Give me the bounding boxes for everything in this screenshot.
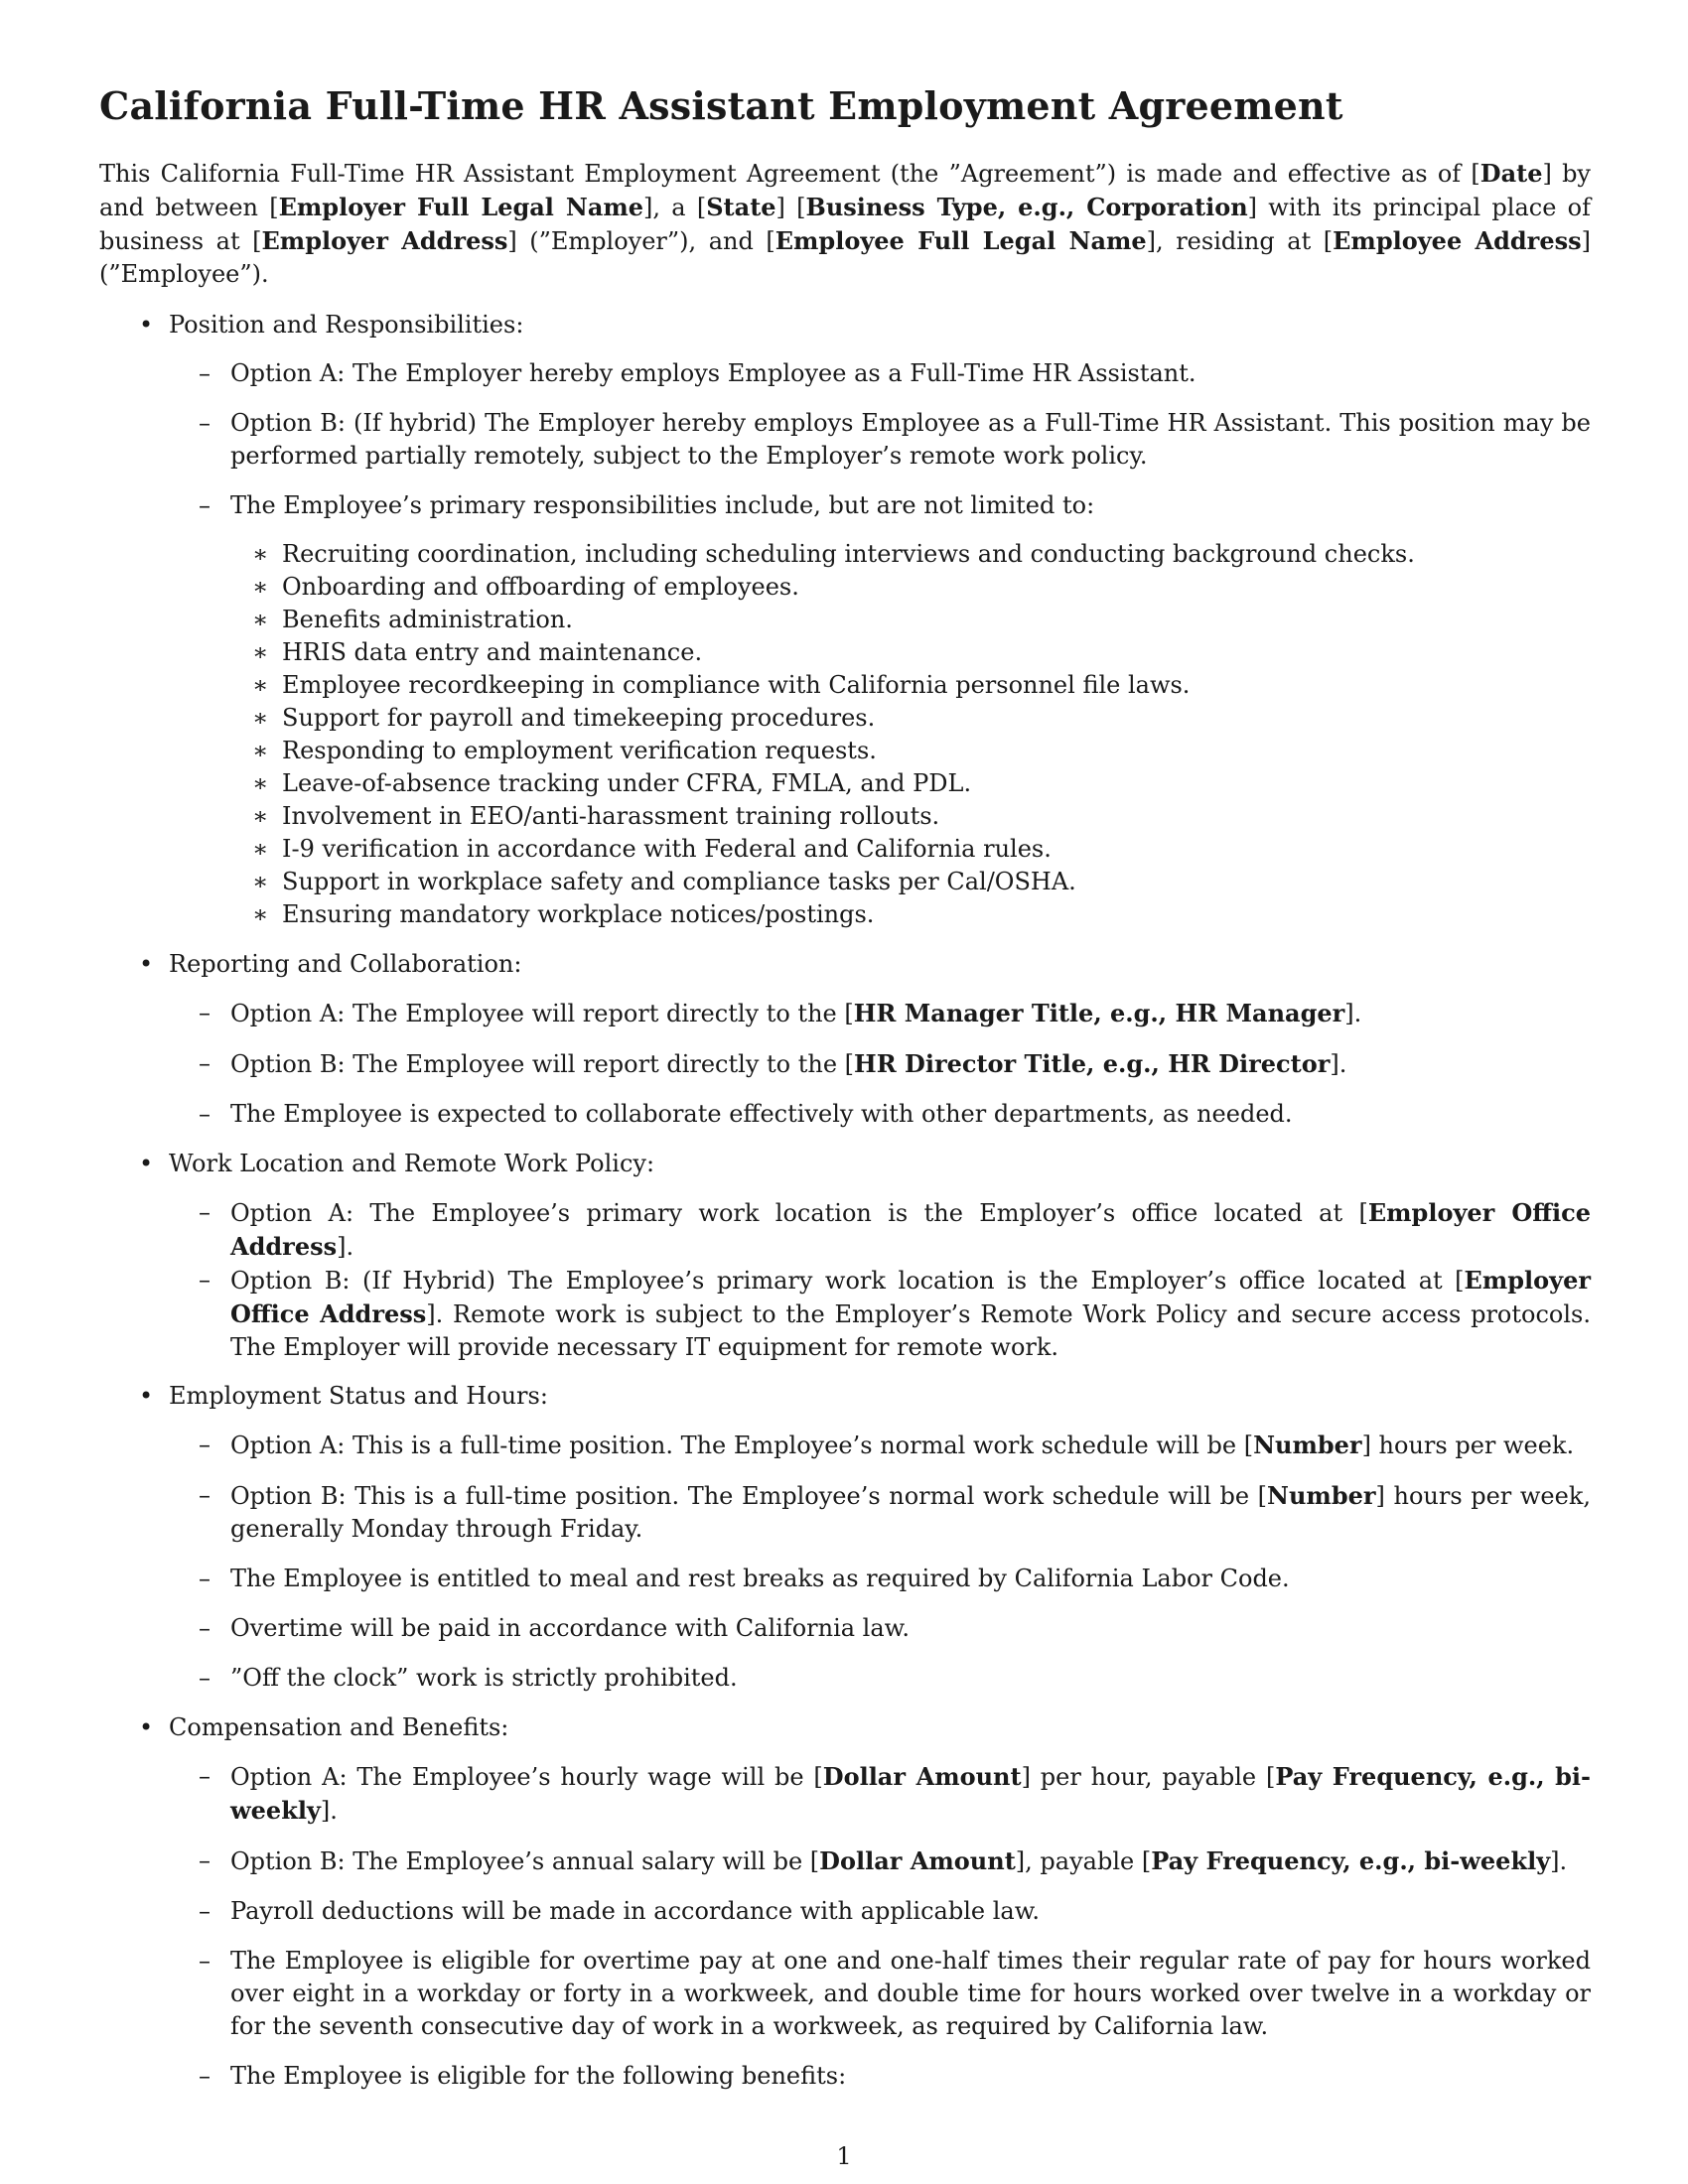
dash-marker: – xyxy=(199,490,211,519)
section-heading: Compensation and Benefits: xyxy=(169,1712,509,1741)
responsibility-item xyxy=(230,833,1591,866)
text-run: Option A: The Employee’s primary work location is the Employer’s office located at [ xyxy=(230,1198,1368,1227)
clause-list xyxy=(169,357,1591,931)
dash-marker: – xyxy=(199,1430,211,1458)
clause-item xyxy=(169,997,1591,1030)
clause-item xyxy=(169,2060,1591,2093)
dash-marker: – xyxy=(199,1265,211,1294)
dash-marker: – xyxy=(199,358,211,387)
dash-marker: – xyxy=(199,2061,211,2090)
section-item xyxy=(99,1380,1591,1695)
responsibility-item xyxy=(230,767,1591,800)
dash-marker: – xyxy=(199,998,211,1026)
responsibility-item xyxy=(230,571,1591,604)
responsibility-list xyxy=(230,538,1591,931)
clause-list xyxy=(169,1760,1591,2093)
clause-item xyxy=(169,357,1591,390)
text-run: Option A: The Employee’s hourly wage will be [ xyxy=(230,1762,823,1791)
bullet-marker: • xyxy=(139,1712,154,1741)
dash-marker: – xyxy=(199,1564,211,1592)
placeholder-field: Employer Office Address xyxy=(230,1265,1591,1328)
section-heading: Reporting and Collaboration: xyxy=(169,949,522,978)
text-run: Option B: (If Hybrid) The Employee’s primary work location is the Employer’s office located at [ xyxy=(230,1266,1465,1295)
responsibility-text: Benefits administration. xyxy=(282,605,573,633)
star-marker: ∗ xyxy=(252,801,269,830)
placeholder-field: HR Director Title, e.g., HR Director xyxy=(854,1048,1331,1078)
text-run: ]. xyxy=(1550,1846,1568,1875)
section-heading: Position and Responsibilities: xyxy=(169,310,524,339)
text-run: Option B: The Employee will report directly to the [ xyxy=(230,1049,855,1078)
dash-marker: – xyxy=(199,1613,211,1642)
placeholder-field: Pay Frequency, e.g., bi-weekly xyxy=(1151,1845,1551,1875)
text-run: ]. xyxy=(1344,999,1362,1027)
star-marker: ∗ xyxy=(252,637,269,666)
text-run: ] hours per week, generally Monday through Friday. xyxy=(230,1481,1592,1543)
responsibility-text: Ensuring mandatory workplace notices/postings. xyxy=(282,899,875,928)
star-marker: ∗ xyxy=(252,867,269,895)
dash-marker: – xyxy=(199,1099,211,1128)
text-run: ], a [ xyxy=(643,193,707,221)
responsibility-text: Responding to employment verification requests. xyxy=(282,736,877,764)
placeholder-field: HR Manager Title, e.g., HR Manager xyxy=(853,998,1345,1027)
dash-marker: – xyxy=(199,1761,211,1790)
responsibility-item xyxy=(230,800,1591,833)
clause-item xyxy=(169,407,1591,473)
dash-marker: – xyxy=(199,1946,211,1975)
bullet-marker: • xyxy=(139,1149,154,1177)
responsibility-item xyxy=(230,866,1591,898)
clause-item xyxy=(169,1429,1591,1462)
text-run: ] [ xyxy=(775,193,806,221)
star-marker: ∗ xyxy=(252,736,269,764)
responsibility-item xyxy=(230,538,1591,571)
section-item xyxy=(99,309,1591,931)
responsibility-text: Onboarding and offboarding of employees. xyxy=(282,572,799,601)
clause-item xyxy=(169,1196,1591,1264)
responsibility-text: Recruiting coordination, including scheduling interviews and conducting background checks. xyxy=(282,539,1415,568)
responsibility-item xyxy=(230,636,1591,669)
placeholder-field: Number xyxy=(1253,1430,1362,1459)
section-item xyxy=(99,1711,1591,2093)
placeholder-field: Employer Office Address xyxy=(230,1197,1592,1261)
text-run: Option A: This is a full-time position. The Employee’s normal work schedule will be [ xyxy=(230,1431,1254,1459)
text-run: The Employee is eligible for the following benefits: xyxy=(230,2061,847,2090)
star-marker: ∗ xyxy=(252,539,269,568)
text-run: ] hours per week. xyxy=(1361,1431,1575,1459)
section-heading: Employment Status and Hours: xyxy=(169,1381,548,1410)
clause-list xyxy=(169,997,1591,1131)
star-marker: ∗ xyxy=(252,768,269,797)
responsibility-text: I-9 verification in accordance with Federal and California rules. xyxy=(282,834,1052,863)
clause-item xyxy=(169,1479,1591,1546)
placeholder-field: Dollar Amount xyxy=(822,1761,1022,1791)
responsibility-text: Support in workplace safety and compliance tasks per Cal/OSHA. xyxy=(282,867,1076,895)
text-run: ] by and between [ xyxy=(99,159,1591,221)
placeholder-field: Employer Address xyxy=(261,225,508,255)
bullet-marker: • xyxy=(139,1381,154,1410)
clause-item xyxy=(169,1612,1591,1645)
text-run: ] (”Employee”). xyxy=(99,226,1591,288)
clause-list xyxy=(169,1196,1591,1364)
text-run: Option B: The Employee’s annual salary will be [ xyxy=(230,1846,820,1875)
text-run: ]. xyxy=(1330,1049,1347,1078)
placeholder-field: Employee Full Legal Name xyxy=(774,225,1147,255)
dash-marker: – xyxy=(199,1480,211,1509)
text-run: ”Off the clock” work is strictly prohibited. xyxy=(230,1663,738,1692)
clause-item xyxy=(169,1563,1591,1595)
text-run: Option B: This is a full-time position. The Employee’s normal work schedule will be [ xyxy=(230,1481,1268,1510)
clause-item xyxy=(169,1662,1591,1695)
section-list xyxy=(99,309,1591,2093)
clause-item xyxy=(169,489,1591,931)
dash-marker: – xyxy=(199,1845,211,1874)
bullet-marker: • xyxy=(139,310,154,339)
responsibility-text: HRIS data entry and maintenance. xyxy=(282,637,703,666)
placeholder-field: State xyxy=(706,192,776,221)
responsibility-text: Employee recordkeeping in compliance with California personnel file laws. xyxy=(282,670,1191,699)
placeholder-field: Employer Full Legal Name xyxy=(278,192,644,221)
dash-marker: – xyxy=(199,408,211,437)
responsibility-text: Support for payroll and timekeeping procedures. xyxy=(282,703,876,732)
responsibility-item xyxy=(230,898,1591,931)
text-run: Option B: (If hybrid) The Employer hereby employs Employee as a Full-Time HR Assistant. This position may be performed partially remotely, subject to the Employer’s remote work policy. xyxy=(230,408,1591,470)
dash-marker: – xyxy=(199,1663,211,1692)
text-run: Overtime will be paid in accordance with California law. xyxy=(230,1613,910,1642)
dash-marker: – xyxy=(199,1197,211,1226)
dash-marker: – xyxy=(199,1048,211,1077)
clause-item xyxy=(169,1895,1591,1928)
clause-item xyxy=(169,1844,1591,1878)
bullet-marker: • xyxy=(139,949,154,978)
responsibility-item xyxy=(230,604,1591,636)
section-item xyxy=(99,1148,1591,1364)
star-marker: ∗ xyxy=(252,605,269,633)
star-marker: ∗ xyxy=(252,670,269,699)
text-run: ] with its principal place of business at [ xyxy=(99,193,1591,255)
star-marker: ∗ xyxy=(252,572,269,601)
text-run: ] per hour, payable [ xyxy=(1021,1762,1276,1791)
document-title: California Full-Time HR Assistant Employment Agreement xyxy=(99,83,1343,128)
text-run: ], residing at [ xyxy=(1146,226,1334,255)
clause-item xyxy=(169,1760,1591,1828)
placeholder-field: Dollar Amount xyxy=(819,1845,1016,1875)
text-run: ] (”Employer”), and [ xyxy=(507,226,775,255)
text-run: This California Full-Time HR Assistant Employment Agreement (the ”Agreement”) is made and effective as of [ xyxy=(99,159,1480,188)
star-marker: ∗ xyxy=(252,899,269,928)
text-run: The Employee’s primary responsibilities include, but are not limited to: xyxy=(230,490,1095,519)
document-page xyxy=(99,83,1591,2110)
text-run: Option A: The Employer hereby employs Employee as a Full-Time HR Assistant. xyxy=(230,358,1196,387)
clause-item xyxy=(169,1047,1591,1081)
responsibility-item xyxy=(230,702,1591,735)
clause-list xyxy=(169,1429,1591,1695)
text-run: ]. Remote work is subject to the Employer’s Remote Work Policy and secure access protocols. The Employer will provide necessary IT equipment for remote work. xyxy=(230,1299,1591,1361)
text-run: ], payable [ xyxy=(1015,1846,1152,1875)
intro-paragraph xyxy=(99,157,1591,291)
text-run: Payroll deductions will be made in accordance with applicable law. xyxy=(230,1896,1041,1925)
section-heading: Work Location and Remote Work Policy: xyxy=(169,1149,655,1177)
responsibility-item xyxy=(230,735,1591,767)
responsibility-item xyxy=(230,669,1591,702)
placeholder-field: Business Type, e.g., Corporation xyxy=(805,192,1248,221)
clause-item xyxy=(169,1945,1591,2043)
star-marker: ∗ xyxy=(252,834,269,863)
text-run: Option A: The Employee will report directly to the [ xyxy=(230,999,854,1027)
page-number: 1 xyxy=(836,2142,852,2170)
placeholder-field: Employee Address xyxy=(1333,225,1582,255)
placeholder-field: Date xyxy=(1479,158,1543,188)
responsibility-text: Leave-of-absence tracking under CFRA, FMLA, and PDL. xyxy=(282,768,972,797)
responsibility-text: Involvement in EEO/anti-harassment training rollouts. xyxy=(282,801,940,830)
text-run: ]. xyxy=(337,1232,354,1261)
section-item xyxy=(99,948,1591,1131)
clause-item xyxy=(169,1264,1591,1364)
text-run: The Employee is eligible for overtime pay at one and one-half times their regular rate of pay for hours worked over eight in a workday or forty in a workweek, and double time for hours worked over twelve in a workday or for the seventh consecutive day of work in a workweek, as required by California law. xyxy=(230,1946,1591,2040)
text-run: ]. xyxy=(320,1796,338,1825)
text-run: The Employee is entitled to meal and rest breaks as required by California Labor Code. xyxy=(230,1564,1290,1592)
text-run: The Employee is expected to collaborate effectively with other departments, as needed. xyxy=(230,1099,1293,1128)
clause-item xyxy=(169,1098,1591,1131)
placeholder-field: Number xyxy=(1267,1480,1376,1510)
dash-marker: – xyxy=(199,1896,211,1925)
placeholder-field: Pay Frequency, e.g., bi-weekly xyxy=(230,1761,1592,1825)
star-marker: ∗ xyxy=(252,703,269,732)
